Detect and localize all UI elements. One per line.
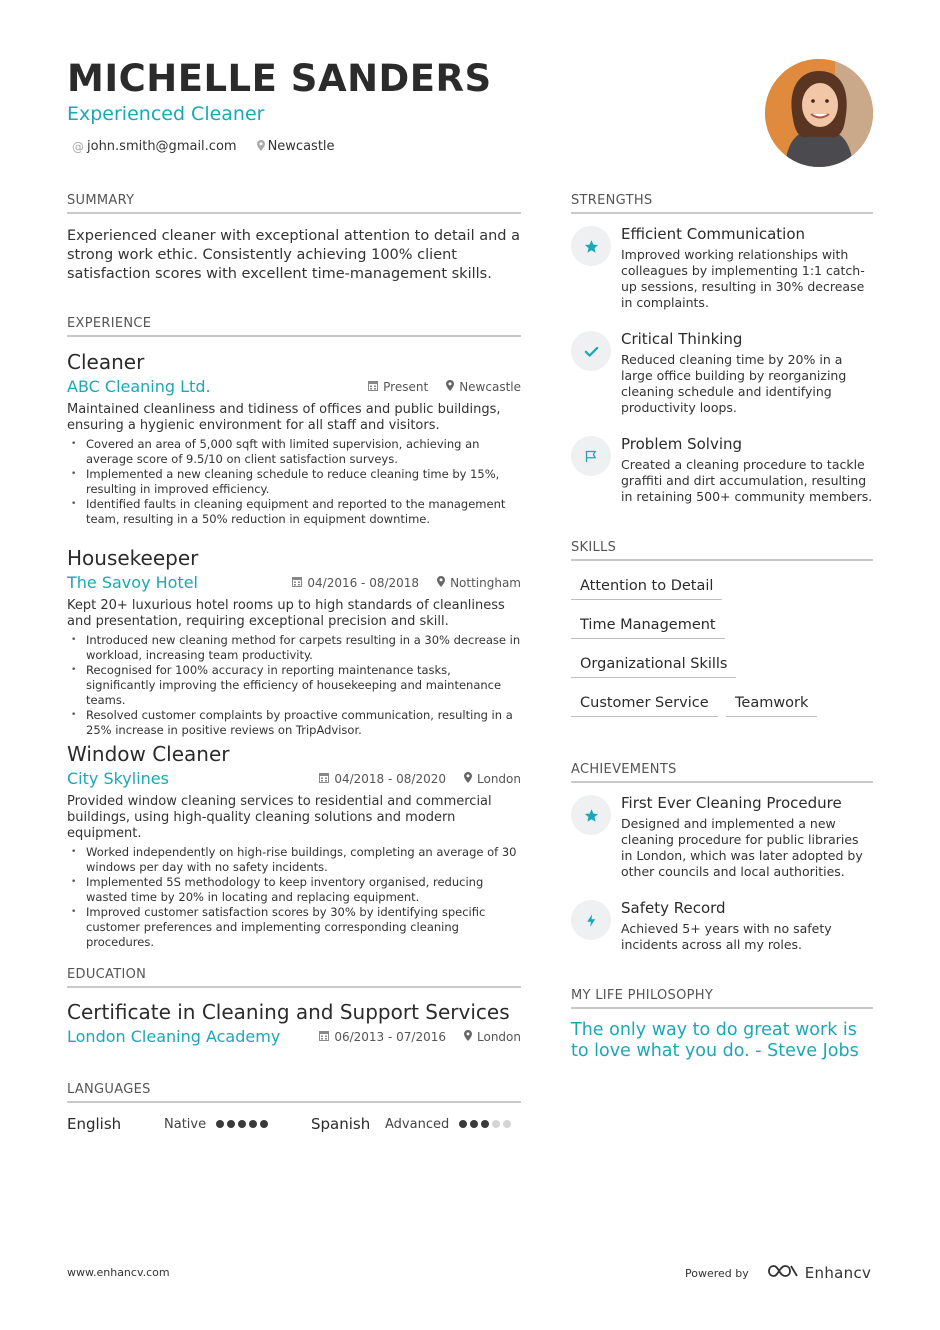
- contact-line: [72, 139, 335, 154]
- section-heading-strengths: STRENGTHS: [571, 193, 873, 214]
- strength-title: Critical Thinking: [621, 330, 743, 348]
- candidate-name: MICHELLE SANDERS: [67, 57, 492, 100]
- rating-dot-filled: [238, 1120, 246, 1128]
- calendar-icon: [292, 576, 302, 590]
- language-name: Spanish: [311, 1115, 371, 1133]
- skill-tag: Attention to Detail: [571, 578, 722, 600]
- strength-title: Efficient Communication: [621, 225, 806, 243]
- achievement-text: Designed and implemented a new cleaning procedure for public libraries in London, which was later adopted by other councils and local authorities.: [621, 816, 863, 879]
- skill-tag: Teamwork: [726, 695, 817, 717]
- job-company: The Savoy Hotel: [67, 573, 198, 592]
- rating-dot-filled: [260, 1120, 268, 1128]
- rating-dot-empty: [503, 1120, 511, 1128]
- rating-dot-filled: [459, 1120, 467, 1128]
- strength-item: [571, 436, 873, 505]
- achievement-item: [571, 795, 873, 880]
- section-heading-skills: SKILLS: [571, 540, 873, 561]
- job-description: Kept 20+ luxurious hotel rooms up to high standards of cleanliness and presentation, requiring exceptional precision and skill.: [67, 598, 505, 629]
- language-rating: [216, 1120, 271, 1128]
- language-level: Native: [164, 1116, 207, 1132]
- avatar: [765, 59, 873, 167]
- job-company: ABC Cleaning Ltd.: [67, 377, 211, 396]
- job-bullet: • Worked independently on high-rise buildings, completing an average of 30 windows per day with no safety incidents.: [67, 845, 521, 875]
- school-name: London Cleaning Academy: [67, 1027, 281, 1046]
- job-dates: Present: [383, 379, 429, 394]
- experience-entry: [67, 741, 521, 950]
- location-pin-icon: [437, 576, 445, 590]
- location-pin-icon: [446, 380, 454, 394]
- achievement-title: First Ever Cleaning Procedure: [621, 794, 842, 812]
- section-heading-experience: EXPERIENCE: [67, 316, 521, 337]
- achievement-title: Safety Record: [621, 899, 726, 917]
- check-icon: [571, 331, 611, 371]
- rating-dot-filled: [227, 1120, 235, 1128]
- skill-tag: Organizational Skills: [571, 656, 736, 678]
- calendar-icon: [319, 1030, 329, 1044]
- section-heading-languages: LANGUAGES: [67, 1082, 521, 1103]
- section-heading-achievements: ACHIEVEMENTS: [571, 762, 873, 783]
- achievement-text: Achieved 5+ years with no safety incidents across all my roles.: [621, 921, 832, 952]
- rating-dot-filled: [481, 1120, 489, 1128]
- calendar-icon: [368, 380, 378, 394]
- job-location: Newcastle: [459, 379, 521, 394]
- job-role: Housekeeper: [67, 546, 199, 570]
- candidate-title: Experienced Cleaner: [67, 103, 265, 125]
- language-item: [67, 1115, 271, 1133]
- location-pin-icon: [464, 1030, 472, 1044]
- location-text: Newcastle: [267, 139, 335, 154]
- location-pin-icon: [464, 772, 472, 786]
- strength-item: [571, 226, 873, 311]
- rating-dot-empty: [492, 1120, 500, 1128]
- enhancv-logo-icon: [767, 1263, 799, 1283]
- strength-item: [571, 331, 873, 416]
- job-bullet: • Covered an area of 5,000 sqft with limited supervision, achieving an average score of 9.5/10 on client satisfaction surveys.: [67, 437, 521, 467]
- job-bullet: • Introduced new cleaning method for carpets resulting in a 30% decrease in workload, increasing team productivity.: [67, 633, 521, 663]
- philosophy-quote: The only way to do great work is to love what you do. - Steve Jobs: [571, 1020, 859, 1061]
- job-bullet: • Identified faults in cleaning equipment and reported to the management team, resulting in a 50% reduction in equipment downtime.: [67, 497, 521, 527]
- job-company: City Skylines: [67, 769, 169, 788]
- location-pin-icon: [257, 140, 265, 154]
- rating-dot-filled: [216, 1120, 224, 1128]
- job-dates: 04/2018 - 08/2020: [334, 771, 446, 786]
- footer-website[interactable]: www.enhancv.com: [67, 1266, 170, 1279]
- star-icon: [571, 795, 611, 835]
- job-dates: 04/2016 - 08/2018: [307, 575, 420, 590]
- education-location: London: [477, 1029, 521, 1044]
- brand-name: Enhancv: [804, 1264, 872, 1282]
- job-bullet: • Recognised for 100% accuracy in reporting maintenance tasks, significantly improving the efficiency of housekeeping and maintenance teams.: [67, 663, 521, 708]
- flag-icon: [571, 436, 611, 476]
- section-heading-summary: SUMMARY: [67, 193, 521, 214]
- job-location: Nottingham: [450, 575, 521, 590]
- rating-dot-filled: [249, 1120, 257, 1128]
- language-rating: [459, 1120, 514, 1128]
- summary-text: Experienced cleaner with exceptional attention to detail and a strong work ethic. Consistently achieving 100% client satisfaction scores with excellent time-management skills.: [67, 228, 520, 282]
- strength-text: Created a cleaning procedure to tackle graffiti and dirt accumulation, resulting in retaining 500+ community members.: [621, 457, 873, 504]
- language-name: English: [67, 1115, 122, 1133]
- achievement-item: [571, 900, 873, 953]
- degree-title: Certificate in Cleaning and Support Services: [67, 1000, 510, 1024]
- job-role: Window Cleaner: [67, 742, 230, 766]
- footer-brand[interactable]: [685, 1263, 871, 1283]
- language-level: Advanced: [385, 1116, 450, 1132]
- strength-text: Improved working relationships with colleagues by implementing 1:1 catch-up sessions, resulting in 30% decrease in complaints.: [621, 247, 865, 310]
- job-description: Maintained cleanliness and tidiness of offices and public buildings, ensuring a hygienic environment for all staff and visitors.: [67, 402, 501, 433]
- skill-tag: Time Management: [571, 617, 725, 639]
- calendar-icon: [319, 772, 329, 786]
- job-bullet: • Implemented a new cleaning schedule to reduce cleaning time by 15%, resulting in improved efficiency.: [67, 467, 521, 497]
- experience-entry: [67, 545, 521, 738]
- email-text[interactable]: john.smith@gmail.com: [87, 139, 237, 154]
- education-dates: 06/2013 - 07/2016: [334, 1029, 446, 1044]
- language-item: [311, 1115, 514, 1133]
- job-bullet: • Implemented 5S methodology to keep inventory organised, reducing wasted time by 20% in locating and replacing equipment.: [67, 875, 521, 905]
- education-entry: [67, 999, 521, 1046]
- star-icon: [571, 226, 611, 266]
- skill-tag: Customer Service: [571, 695, 718, 717]
- job-bullet: • Improved customer satisfaction scores by 30% by identifying specific customer preferences and implementing corresponding cleaning procedures.: [67, 905, 521, 950]
- strength-text: Reduced cleaning time by 20% in a large office building by reorganizing cleaning schedule and identifying productivity loops.: [621, 352, 847, 415]
- powered-by-text: Powered by: [685, 1266, 749, 1280]
- at-icon: @: [72, 139, 84, 154]
- strength-title: Problem Solving: [621, 435, 743, 453]
- job-location: London: [477, 771, 521, 786]
- job-description: Provided window cleaning services to residential and commercial buildings, using high-quality cleaning solutions and modern equipment.: [67, 794, 492, 841]
- bolt-icon: [571, 900, 611, 940]
- section-heading-philosophy: MY LIFE PHILOSOPHY: [571, 988, 873, 1009]
- experience-entry: [67, 349, 521, 527]
- rating-dot-filled: [470, 1120, 478, 1128]
- job-bullet: • Resolved customer complaints by proactive communication, resulting in a 25% increase in positive reviews on TripAdvisor.: [67, 708, 521, 738]
- job-role: Cleaner: [67, 350, 145, 374]
- section-heading-education: EDUCATION: [67, 967, 521, 988]
